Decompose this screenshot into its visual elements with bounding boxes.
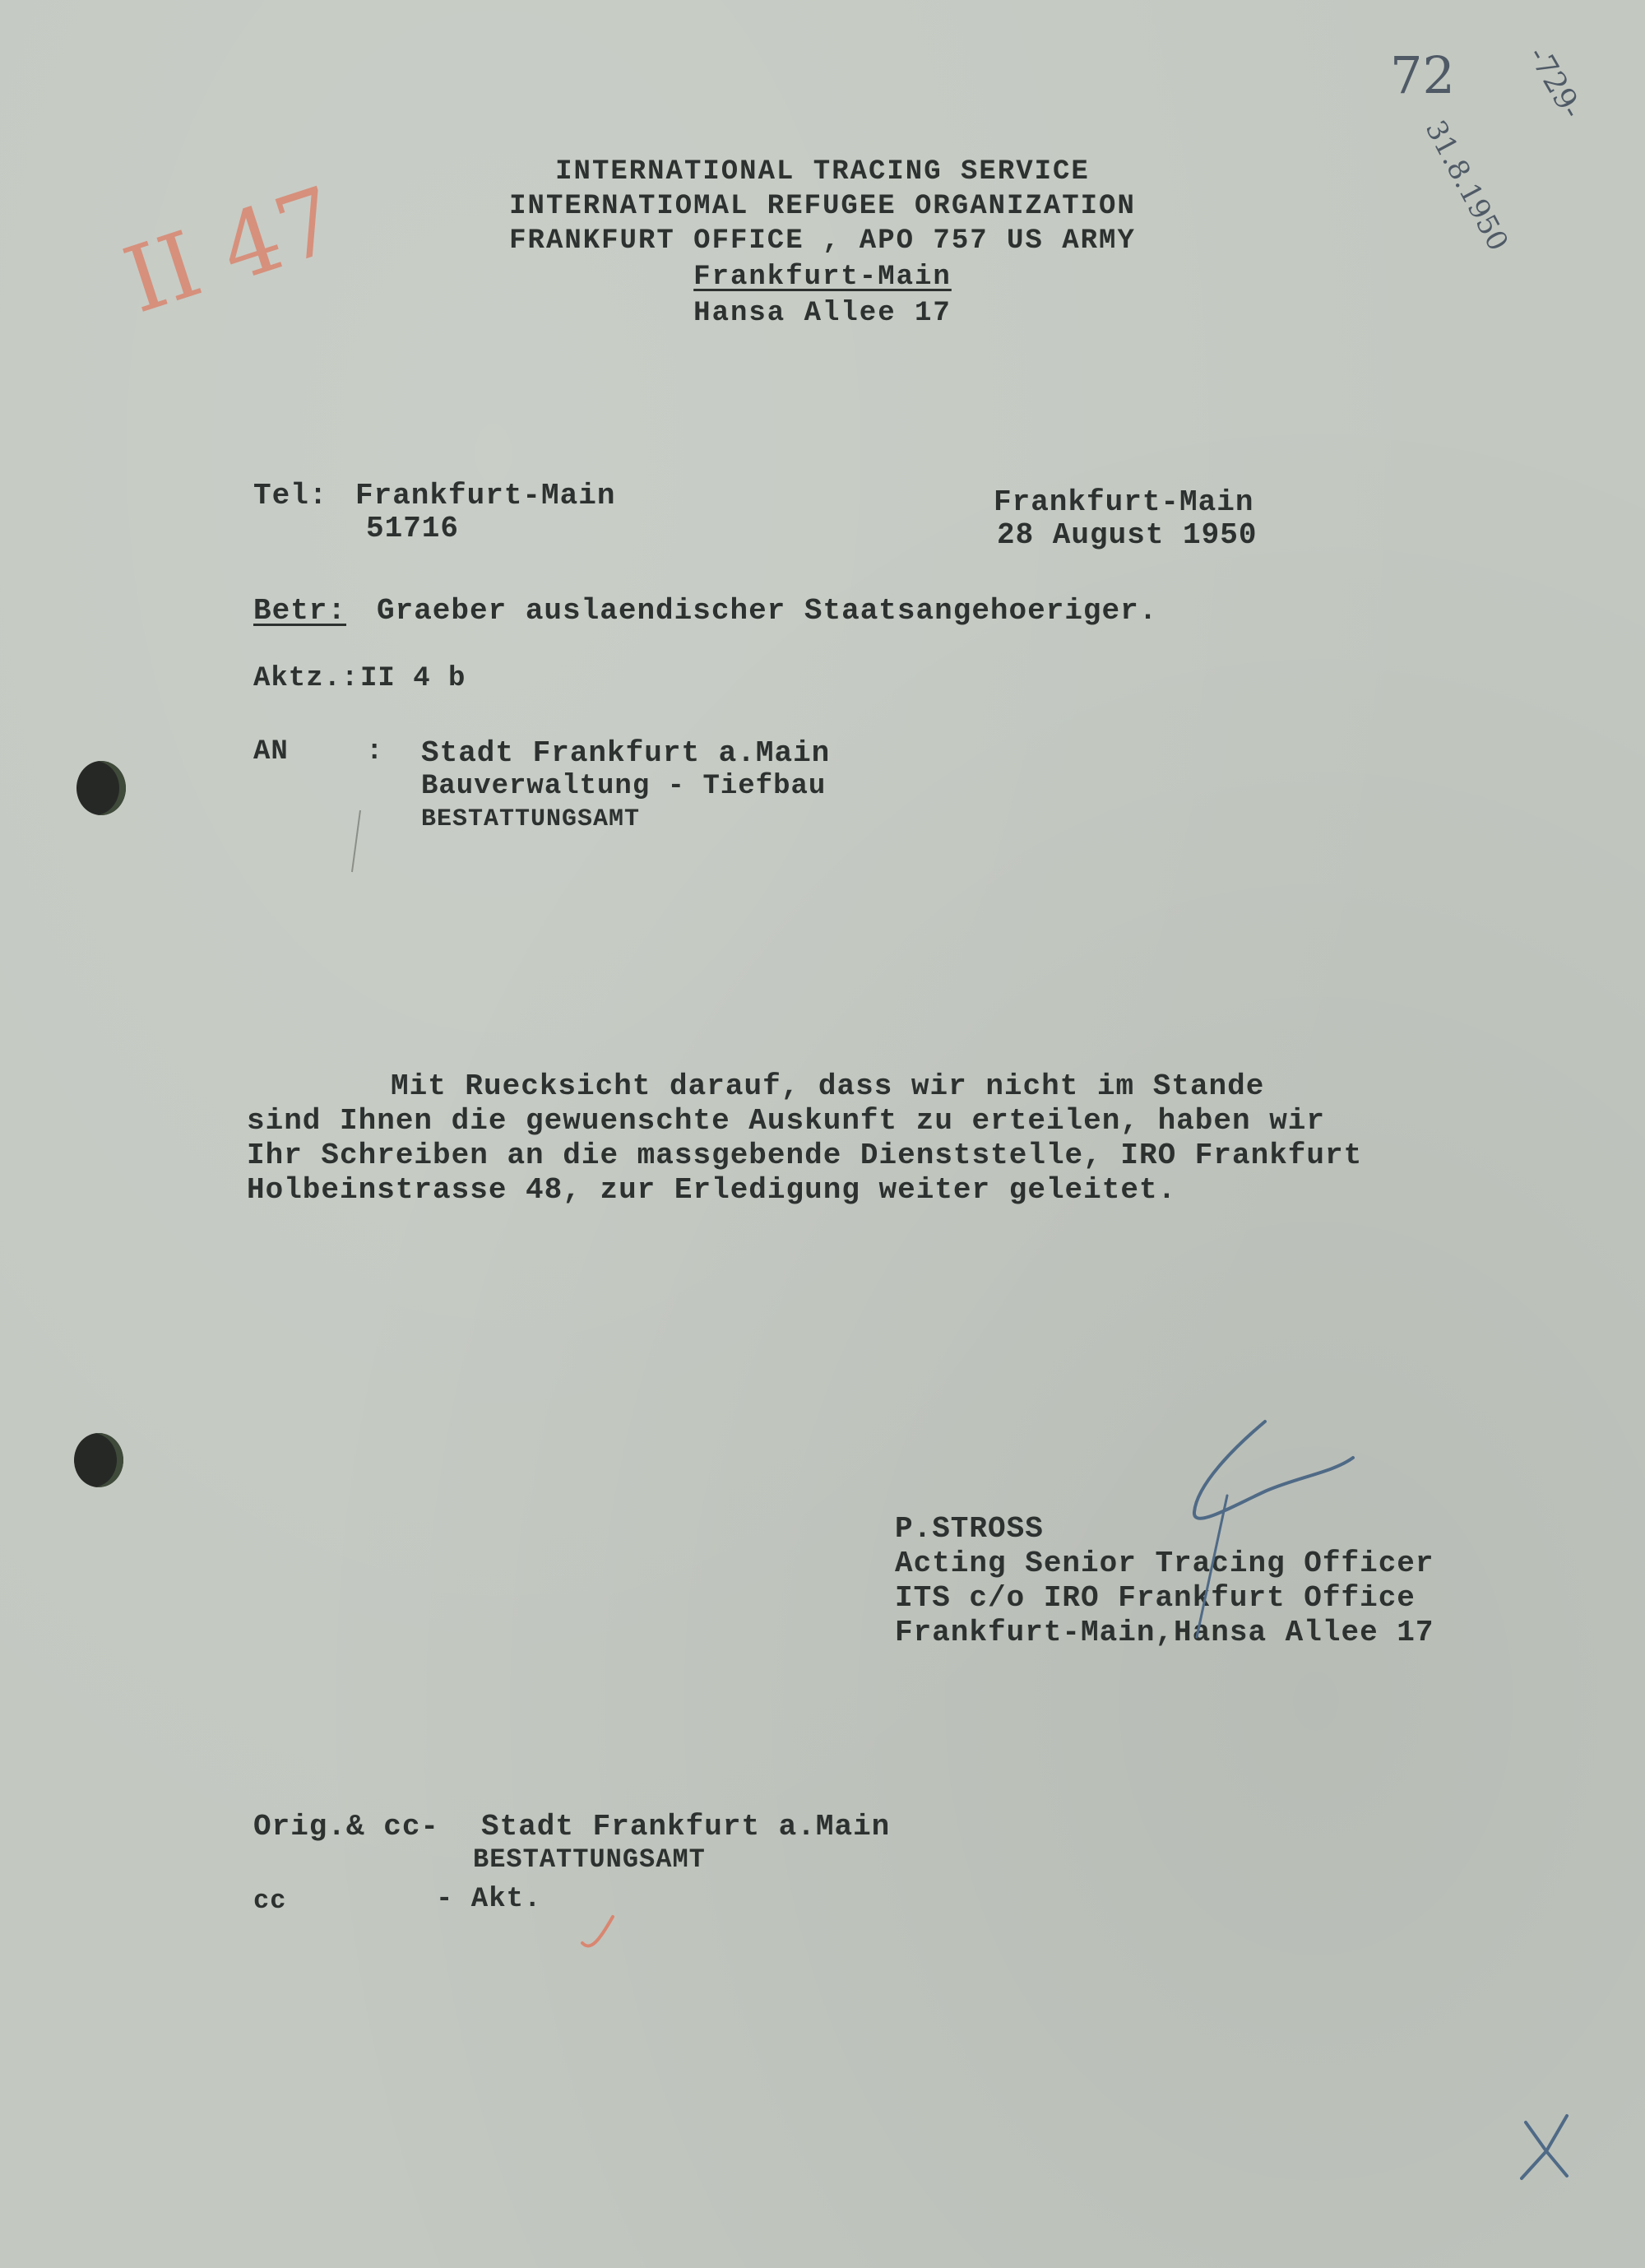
distribution-cc-label: cc — [253, 1885, 287, 1916]
corner-number: 72 — [1390, 45, 1455, 105]
margin-mark: II 47 — [112, 166, 350, 334]
letterhead-line-3: FRANKFURT OFFICE , APO 757 US ARMY — [509, 225, 1136, 257]
addressee-label: AN — [253, 736, 289, 768]
distribution-orig-dept: BESTATTUNGSAMT — [473, 1844, 706, 1875]
letterhead-line-1: INTERNATIONAL TRACING SERVICE — [555, 156, 1090, 188]
letterhead-line-4: Frankfurt-Main — [693, 262, 952, 293]
signatory-title: Acting Senior Tracing Officer — [895, 1547, 1434, 1580]
signature-scribble — [1194, 1422, 1353, 1519]
place: Frankfurt-Main — [994, 485, 1254, 519]
signatory-org: ITS c/o IRO Frankfurt Office — [895, 1581, 1416, 1615]
file-ref-label: Aktz.: — [253, 663, 359, 694]
body-line-2: sind Ihnen die gewuenschte Auskunft zu erteilen, haben wir — [247, 1104, 1326, 1138]
letterhead-line-2: INTERNATIOMAL REFUGEE ORGANIZATION — [509, 191, 1136, 222]
cross-mark — [1522, 2116, 1567, 2178]
body-line-1: Mit Ruecksicht darauf, dass wir nicht im Stande — [391, 1069, 1265, 1103]
tel-label: Tel: — [253, 479, 328, 513]
body-line-3: Ihr Schreiben an die massgebende Dienststelle, IRO Frankfurt — [247, 1139, 1363, 1172]
tel-city: Frankfurt-Main — [355, 479, 616, 513]
distribution-orig-label: Orig.& cc- — [253, 1810, 440, 1844]
tel-number: 51716 — [366, 512, 460, 545]
body-line-4: Holbeinstrasse 48, zur Erledigung weiter geleitet. — [247, 1173, 1177, 1207]
paper-crease — [352, 810, 360, 872]
subject-text: Graeber auslaendischer Staatsangehoeriger. — [377, 594, 1158, 628]
distribution-cc-to: - Akt. — [436, 1884, 542, 1915]
addressee-line-1: Stadt Frankfurt a.Main — [421, 736, 831, 770]
file-ref-text: II 4 b — [360, 663, 466, 694]
distribution-orig-to: Stadt Frankfurt a.Main — [481, 1810, 891, 1844]
addressee-line-2: Bauverwaltung - Tiefbau — [421, 771, 827, 802]
subject-label: Betr: — [253, 594, 347, 628]
signatory-name: P.STROSS — [895, 1512, 1044, 1546]
addressee-line-3: BESTATTUNGSAMT — [421, 805, 641, 833]
letter-date: 28 August 1950 — [997, 518, 1258, 552]
red-check-mark — [582, 1917, 613, 1946]
signatory-address: Frankfurt-Main,Hansa Allee 17 — [895, 1616, 1434, 1649]
corner-ref: -729- — [1521, 41, 1589, 125]
addressee-sep: : — [366, 736, 384, 768]
letterhead-line-5: Hansa Allee 17 — [693, 298, 952, 329]
corner-date: 31.8.1950 — [1418, 115, 1515, 257]
